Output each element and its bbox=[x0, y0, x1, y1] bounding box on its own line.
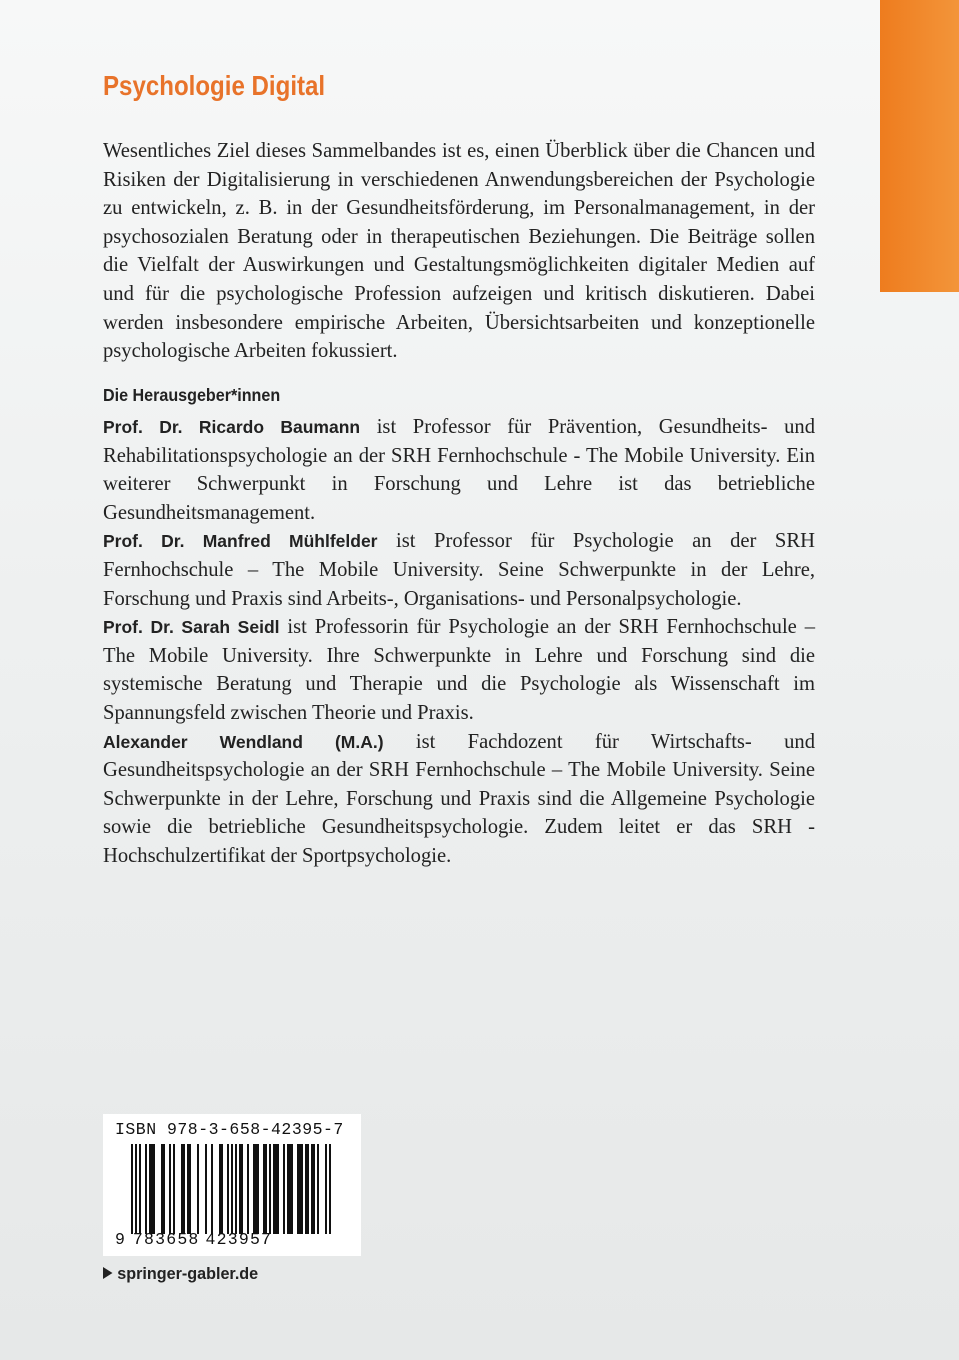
barcode-bar bbox=[239, 1144, 243, 1234]
barcode-bar bbox=[297, 1144, 303, 1234]
barcode-bar bbox=[227, 1144, 229, 1234]
barcode-bar bbox=[219, 1144, 223, 1234]
editors-heading: Die Herausgeber*innen bbox=[103, 385, 281, 405]
barcode-digits bbox=[115, 1230, 272, 1249]
barcode-bar bbox=[311, 1144, 315, 1234]
barcode-bars bbox=[131, 1144, 331, 1234]
barcode-bar bbox=[131, 1144, 133, 1234]
editor-bio bbox=[103, 728, 815, 871]
barcode-bar bbox=[305, 1144, 309, 1234]
editor-name: Alexander Wendland (M.A.) bbox=[103, 731, 384, 752]
barcode-digit-group-right: 423957 bbox=[205, 1230, 273, 1249]
barcode-bar bbox=[247, 1144, 249, 1234]
editor-name: Prof. Dr. Sarah Seidl bbox=[103, 617, 280, 638]
orange-accent-tab bbox=[880, 0, 959, 292]
barcode-bar bbox=[317, 1144, 319, 1234]
intro-paragraph: Wesentliches Ziel dieses Sammelbandes ist es, einen Überblick über die Chancen und Risiken der Digitalisierung in verschiedenen Anwendungsbereichen der Psychologie zu entwickeln, z. B. in der Gesundheitsförderung, im Personalmanagement, in der psychosozialen Beratung oder in therapeutischen Beziehungen. Die Beiträge sollen die Vielfalt der Auswirkungen und Gestaltungsmöglichkeiten digitaler Medien auf und für die psychologische Profession aufzeigen und kritisch diskutieren. Dabei werden insbesondere empirische Arbeiten, Übersichtsarbeiten und konzeptionelle psychologische Arbeiten fokussiert. bbox=[103, 140, 815, 363]
barcode-bar bbox=[139, 1144, 141, 1234]
barcode-bar bbox=[273, 1144, 279, 1234]
barcode-bar bbox=[235, 1144, 237, 1234]
editor-bio bbox=[103, 413, 815, 527]
barcode-bar bbox=[145, 1144, 147, 1234]
website-label: springer-gabler.de bbox=[117, 1264, 259, 1283]
barcode-bar bbox=[187, 1144, 191, 1234]
editor-description: ist Professor für Prävention, Gesundheits- und Rehabilitationspsychologie an der SRH Fernhochschule - The Mobile University. Ein weiterer Schwerpunkt in Forschung und Lehre ist das betriebliche Gesundheitsmanagement. bbox=[103, 416, 815, 524]
publisher-website[interactable] bbox=[103, 1264, 258, 1284]
editor-description: ist Professorin für Psychologie an der SRH Fernhochschule – The Mobile University. Ihre Schwerpunkte in Lehre und Forschung sind die systemische Beratung und Therapie und die Psychologie als Wissenschaft im Spannungsfeld zwischen Theorie und Praxis. bbox=[103, 616, 815, 724]
barcode-bar bbox=[263, 1144, 267, 1234]
barcode-bar bbox=[211, 1144, 213, 1234]
barcode-bar bbox=[329, 1144, 331, 1234]
barcode-bar bbox=[287, 1144, 293, 1234]
editor-name: Prof. Dr. Ricardo Baumann bbox=[103, 417, 361, 437]
barcode-bar bbox=[181, 1144, 185, 1234]
barcode-bar bbox=[197, 1144, 199, 1234]
arrow-right-icon bbox=[103, 1267, 113, 1279]
barcode-bar bbox=[169, 1144, 171, 1234]
barcode-bar bbox=[253, 1144, 259, 1234]
barcode-digit-first: 9 bbox=[115, 1230, 125, 1249]
barcode-bar bbox=[149, 1144, 155, 1234]
barcode-bar bbox=[283, 1144, 285, 1234]
barcode-bar bbox=[269, 1144, 271, 1234]
editor-bio bbox=[103, 613, 815, 727]
editor-description: ist Fachdozent für Wirtschafts- und Gesundheitspsychologie an der SRH Fernhochschule – The Mobile University. Seine Schwerpunkte in der Lehre, Forschung und Praxis sind die Allgemeine Psychologie sowie die betriebliche Gesundheitspsychologie. Zudem leitet er das SRH -Hochschulzertifikat der Sportpsychologie. bbox=[103, 730, 815, 867]
editor-bios bbox=[103, 413, 815, 871]
barcode-bar bbox=[205, 1144, 207, 1234]
book-title: Psychologie Digital bbox=[103, 70, 326, 101]
isbn-label: ISBN 978-3-658-42395-7 bbox=[115, 1120, 344, 1139]
barcode-bar bbox=[135, 1144, 137, 1234]
barcode-bar bbox=[173, 1144, 175, 1234]
barcode-digit-group-left: 783658 bbox=[132, 1230, 200, 1249]
editor-name: Prof. Dr. Manfred Mühlfelder bbox=[103, 531, 378, 552]
editor-description: ist Professor für Psychologie an der SRH Fernhochschule – The Mobile University. Seine Schwerpunkte in der Lehre, Forschung und Praxis sind Arbeits-, Organisations- und Personalpsychologie. bbox=[103, 530, 815, 610]
barcode-bar bbox=[325, 1144, 327, 1234]
barcode-bar bbox=[161, 1144, 165, 1234]
isbn-barcode bbox=[103, 1114, 361, 1256]
editor-bio bbox=[103, 527, 815, 613]
barcode-bar bbox=[231, 1144, 233, 1234]
